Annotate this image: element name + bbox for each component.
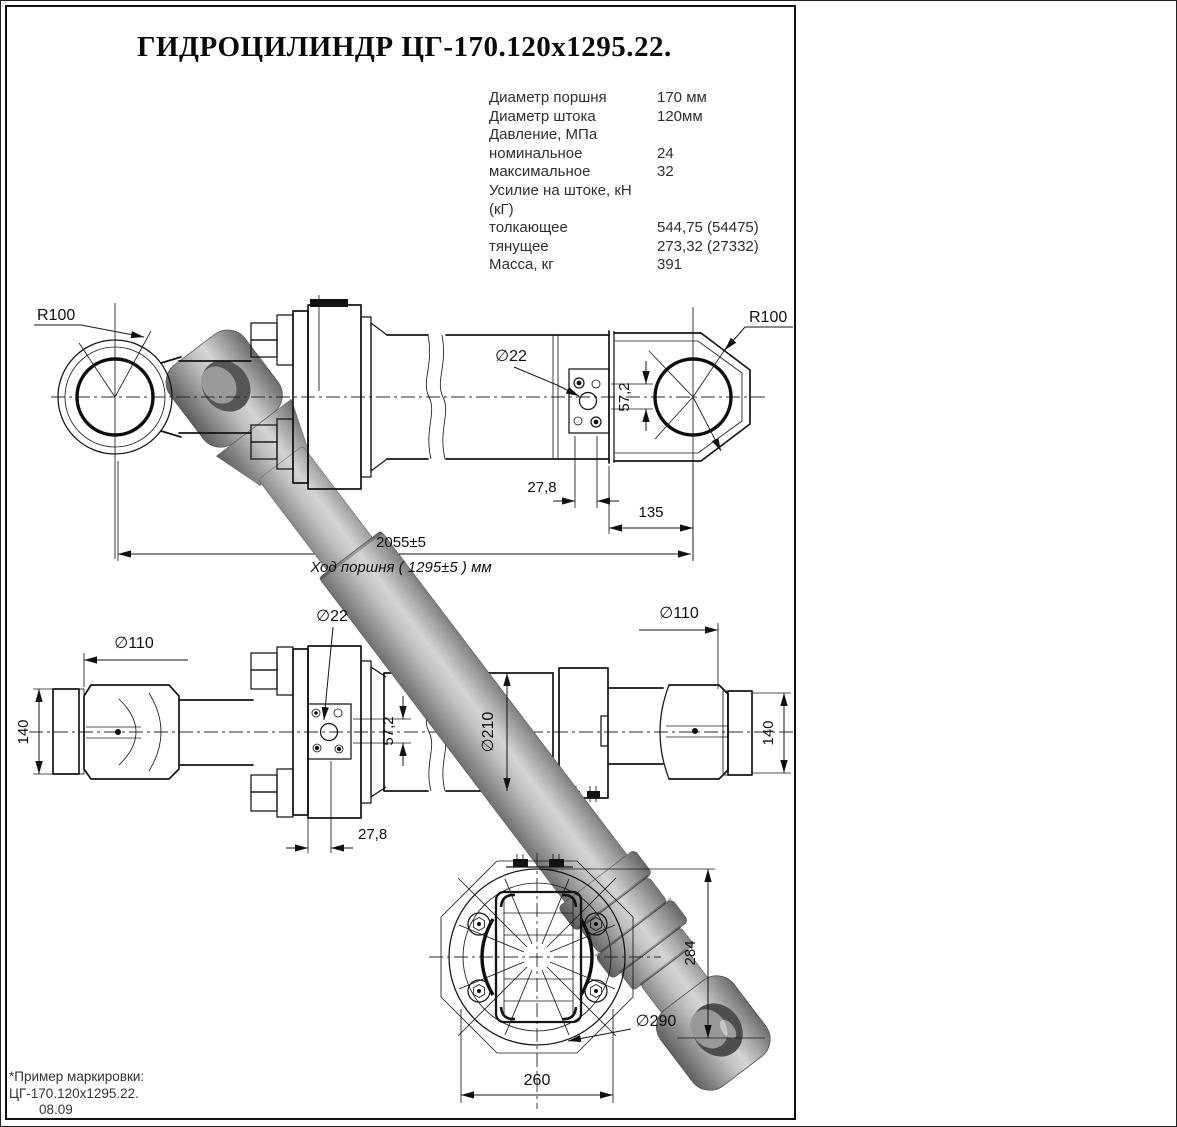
spec-label: Диаметр штока: [489, 107, 596, 125]
flange-bolt: [468, 913, 490, 935]
rod-pin-block-left: [53, 689, 79, 774]
spec-row: [489, 89, 789, 108]
spec-label: Масса, кг: [489, 256, 554, 274]
dim-d110-left-label: ∅110: [114, 635, 154, 652]
spec-label: толкающее: [489, 219, 568, 237]
spec-row: [489, 145, 789, 164]
dim-135-label: 135: [638, 504, 664, 521]
dim-284-label: 284: [682, 940, 699, 966]
dim-572-top-label: 57,2: [616, 382, 633, 412]
dim-278-top-label: 27,8: [527, 479, 557, 496]
dim-260-label: 260: [523, 1072, 551, 1089]
spec-value: 391: [657, 256, 683, 274]
dim-278-mid-label: 27,8: [358, 826, 388, 843]
dim-140-left-label: 140: [15, 719, 32, 745]
dim-572-mid-label: 57,2: [380, 716, 397, 746]
page-title: ГИДРОЦИЛИНДР ЦГ-170.120х1295.22.: [137, 31, 672, 63]
spec-row: [489, 219, 789, 238]
spec-value: 170 мм: [657, 89, 707, 106]
spec-label: Усилие на штоке, кН (кГ): [489, 181, 632, 218]
spec-row: [489, 108, 789, 127]
spec-label: номинальное: [489, 144, 583, 162]
dim-r100-left-label: R100: [37, 307, 76, 324]
spec-row: [489, 256, 789, 275]
spec-label: максимальное: [489, 163, 591, 181]
spec-value: 32: [657, 163, 674, 181]
spec-row: [489, 238, 789, 257]
spec-value: 273,32 (27332): [657, 237, 759, 255]
dim-d22-top-label: ∅22: [495, 348, 527, 365]
spec-value: [657, 182, 789, 219]
spec-row: [489, 182, 789, 219]
cap-pin-block-right: [728, 691, 752, 775]
dim-d210-label: ∅210: [480, 711, 497, 753]
top-view: [51, 295, 766, 561]
dim-d290-label: ∅290: [635, 1013, 677, 1030]
dim-d110-right-label: ∅110: [659, 605, 699, 622]
spec-label: Давление, МПа: [489, 126, 598, 144]
spec-value: 544,75 (54475): [657, 219, 759, 237]
vent-plug: [310, 299, 348, 307]
marking-note-line1: *Пример маркировки:: [9, 1069, 145, 1084]
dim-140-right-label: 140: [760, 720, 777, 746]
dim-2055-label: 2055±5: [376, 534, 426, 551]
spec-value: 24: [657, 144, 674, 162]
marking-note-line3: 08.09: [39, 1102, 73, 1117]
spec-value: 120мм: [657, 107, 703, 125]
stroke-label: Ход поршня ( 1295±5 ) мм: [310, 559, 492, 576]
spec-value: [657, 126, 789, 145]
spec-row: [489, 163, 789, 182]
spec-label: тянущее: [489, 237, 549, 255]
cylinder-3d-render: [156, 321, 780, 1101]
spec-table: [489, 89, 789, 275]
dim-r100-right-label: R100: [749, 309, 788, 326]
flange-bolt: [585, 980, 607, 1002]
spec-label: Диаметр поршня: [489, 89, 607, 106]
marking-note: [9, 1069, 144, 1119]
dim-d22-mid-label: ∅22: [316, 608, 348, 625]
marking-note-line2: ЦГ-170.120х1295.22.: [9, 1085, 139, 1101]
spec-row: [489, 126, 789, 145]
